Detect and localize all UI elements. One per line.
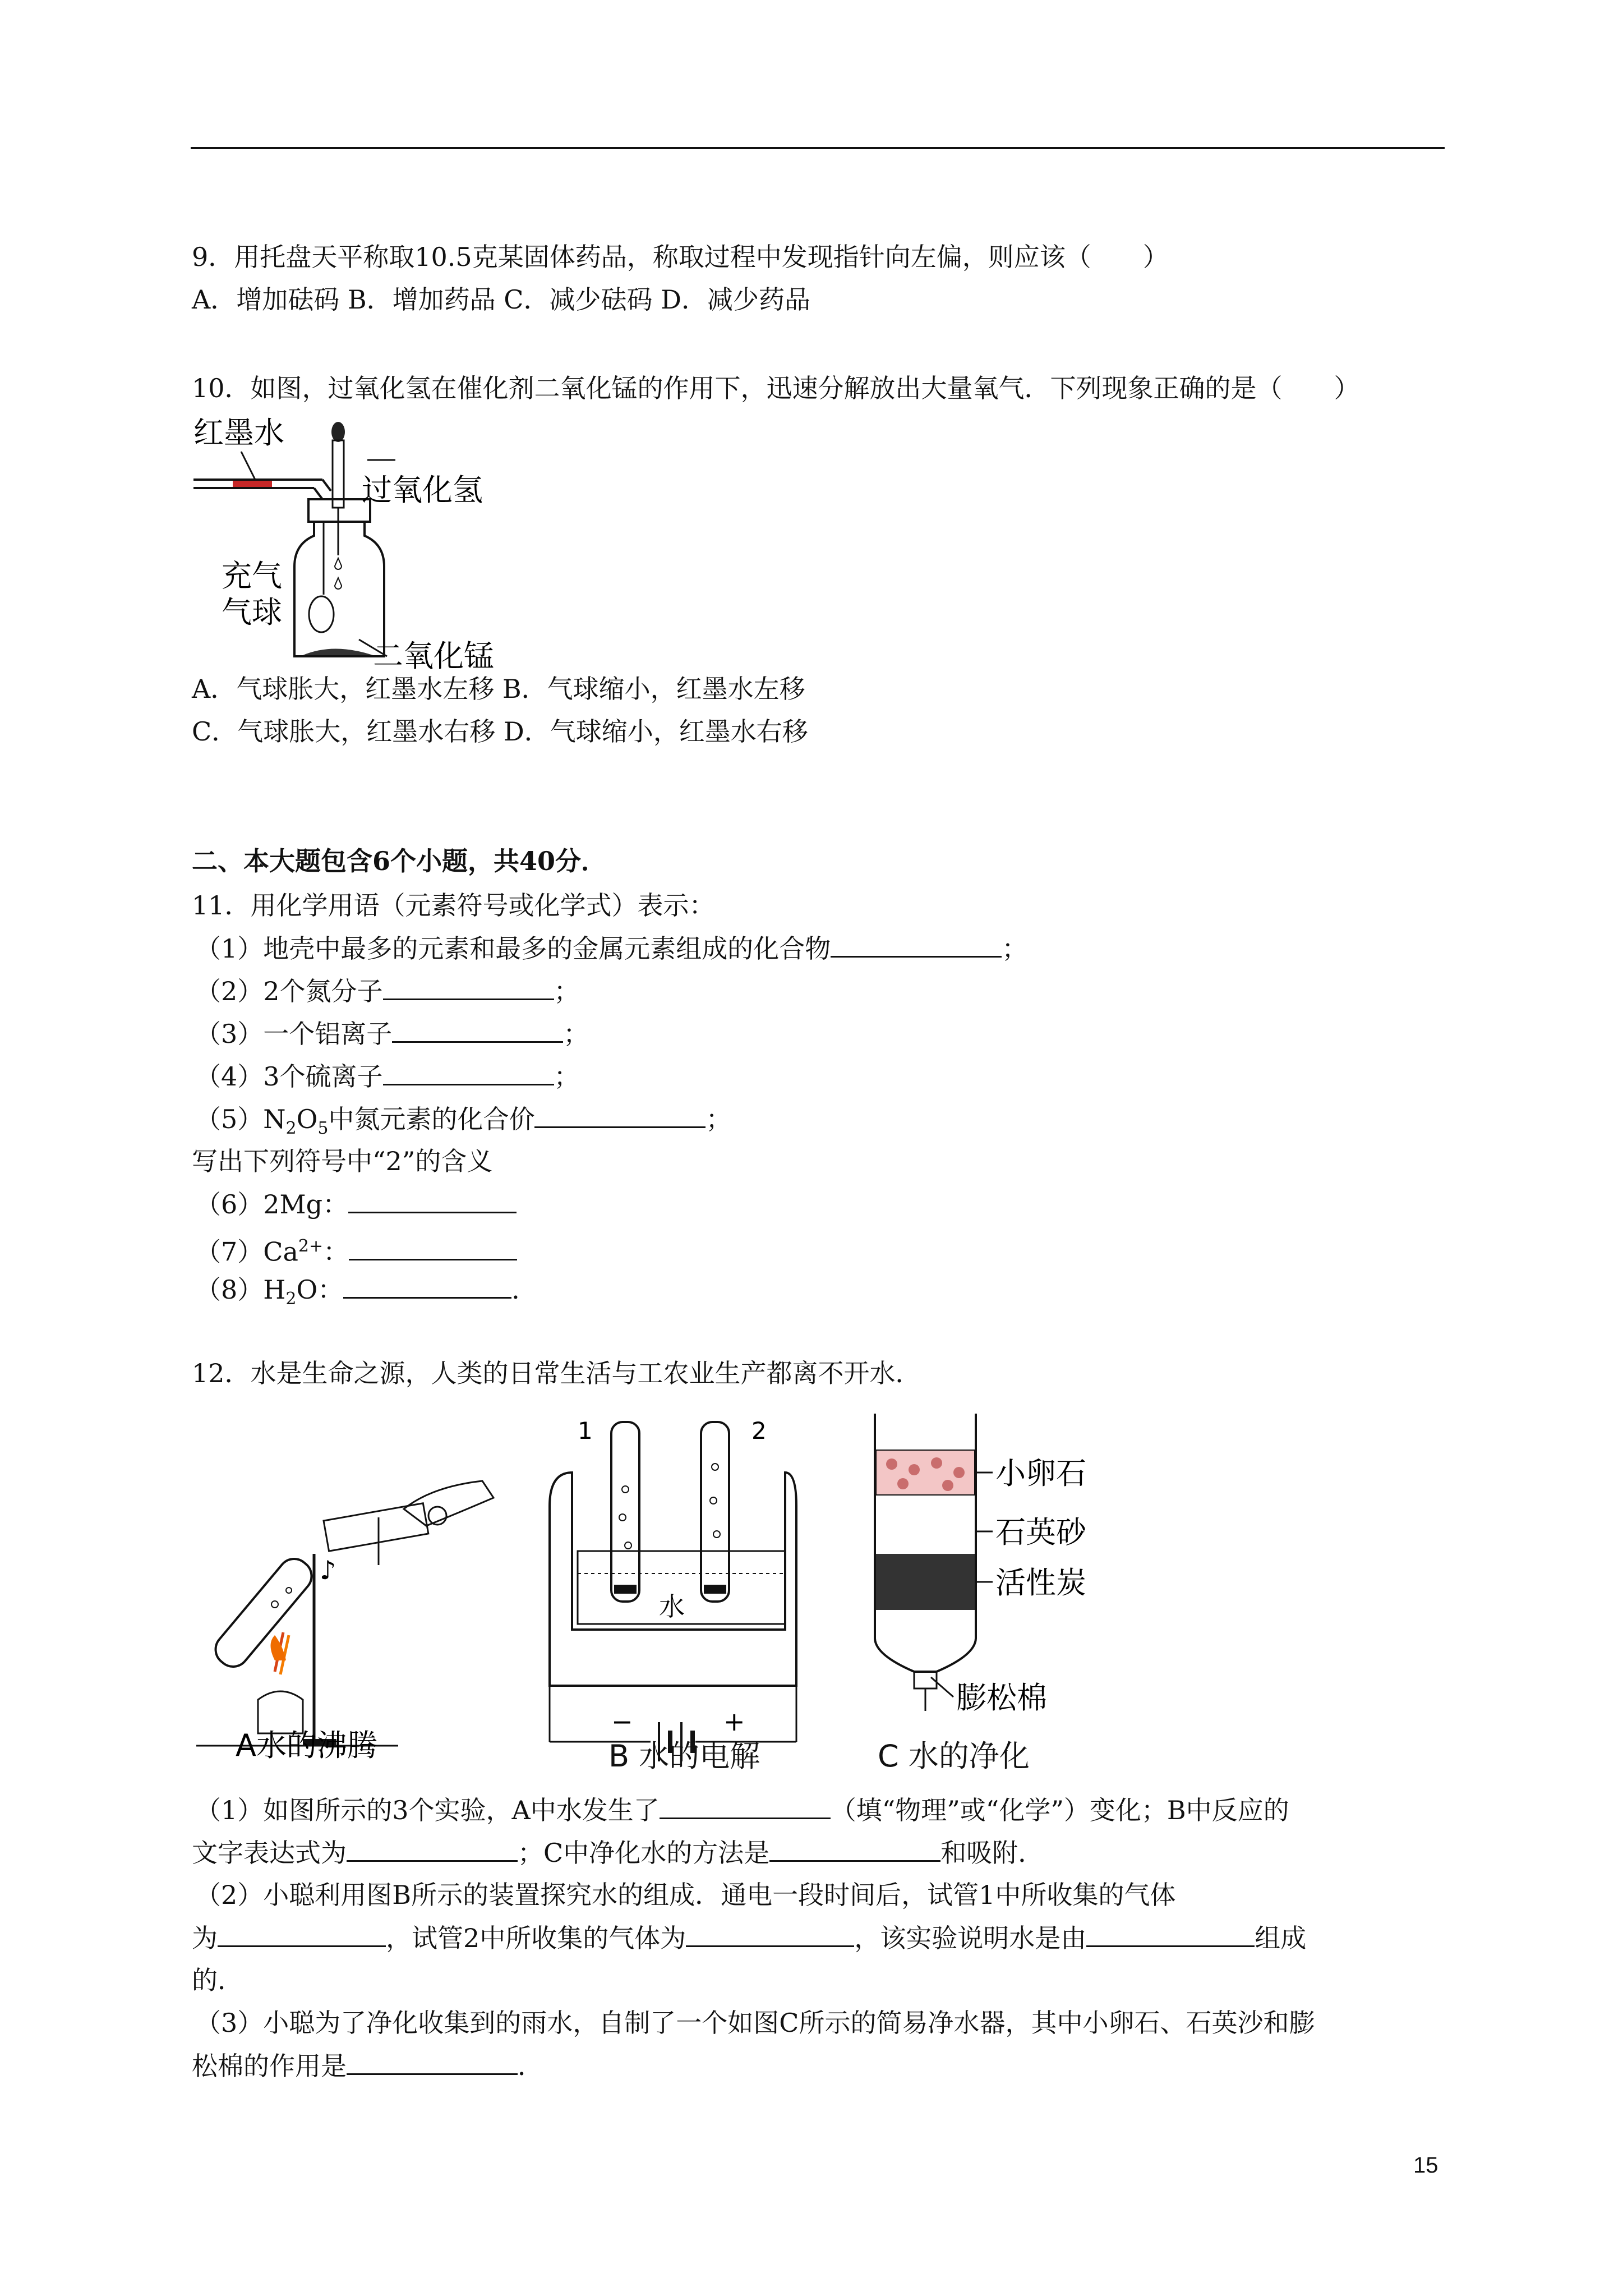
label-cotton: 膨松棉 <box>956 1680 1047 1715</box>
answer-blank[interactable] <box>349 1234 517 1260</box>
answer-blank[interactable] <box>660 1793 831 1819</box>
answer-blank[interactable] <box>1086 1921 1255 1947</box>
label-red-ink: 红墨水 <box>193 415 284 450</box>
q10-stem: 10．如图，过氧化氢在催化剂二氧化锰的作用下，迅速分解放出大量氧气．下列现象正确的是（ ） <box>192 373 1360 403</box>
answer-blank[interactable] <box>343 1272 511 1299</box>
figure-c-purifier <box>869 1414 1122 1717</box>
header-rule <box>191 147 1445 149</box>
answer-blank[interactable] <box>347 1835 518 1862</box>
label-pebbles: 小卵石 <box>995 1456 1086 1491</box>
q9-stem: 9．用托盘天平称取10.5克某固体药品，称取过程中发现指针向左偏，则应该（ ） <box>192 242 1169 272</box>
plus-terminal: + <box>723 1706 745 1737</box>
caption-b: B 水的电解 <box>608 1738 760 1774</box>
q12-part3-line1: （3）小聪为了净化收集到的雨水，自制了一个如图C所示的简易净水器，其中小卵石、石英沙和膨 <box>195 2008 1315 2038</box>
q11-part3: （3）一个铝离子 ； <box>195 1016 589 1051</box>
label-manganese-dioxide: 二氧化锰 <box>373 638 494 670</box>
section-title: 二、本大题包含6个小题，共40分． <box>192 846 607 876</box>
answer-blank[interactable] <box>392 1016 563 1043</box>
answer-blank[interactable] <box>383 974 554 1000</box>
q9-options: A．增加砝码 B．增加药品 C．减少砝码 D．减少药品 <box>192 284 810 315</box>
caption-c: C 水的净化 <box>878 1738 1030 1774</box>
figure-b-electrolysis <box>538 1405 808 1767</box>
q12-stem: 12．水是生命之源，人类的日常生活与工农业生产都离不开水． <box>192 1358 921 1388</box>
q11-part4: （4）3个硫离子 ； <box>195 1059 580 1093</box>
answer-blank[interactable] <box>831 931 1002 958</box>
label-balloon-line1: 充气 <box>222 558 282 593</box>
water-label: 水 <box>659 1591 685 1622</box>
q11-part6: （6）2Mg： <box>195 1187 517 1221</box>
answer-blank[interactable] <box>218 1921 386 1947</box>
tube-2-label: 2 <box>751 1417 767 1444</box>
q12-part2-line1: （2）小聪利用图B所示的装置探究水的组成．通电一段时间后，试管1中所收集的气体 <box>195 1880 1176 1910</box>
label-activated-carbon: 活性炭 <box>995 1565 1086 1600</box>
q12-part3-line2: 松棉的作用是 ． <box>192 2049 543 2083</box>
q12-part2-line3: 的． <box>192 1965 243 1995</box>
answer-blank[interactable] <box>534 1102 706 1128</box>
q11-part2: （2）2个氮分子 ； <box>195 974 580 1008</box>
label-hydrogen-peroxide: 过氧化氢 <box>362 472 483 508</box>
q10-apparatus-figure <box>193 409 508 670</box>
q11-part7: $(7)Ca^{2+}$： <box>195 1230 517 1268</box>
label-balloon-line2: 气球 <box>222 595 282 630</box>
minus-terminal: − <box>611 1706 633 1737</box>
q12-part1-line1: （1）如图所示的3个实验，A中水发生了 （填“物理”或“化学”）变化；B中反应的 <box>195 1793 1289 1827</box>
answer-blank[interactable] <box>348 1187 517 1213</box>
caption-a: A水的沸腾 <box>236 1728 377 1763</box>
svg-text:♪: ♪ <box>320 1555 336 1585</box>
q12-part2-line2: 为 ，试管2中所收集的气体为 ，该实验说明水是由 组成 <box>192 1921 1306 1955</box>
answer-blank[interactable] <box>769 1835 940 1862</box>
q11-sub-stem: 写出下列符号中“2”的含义 <box>192 1146 493 1176</box>
q10-options-1: A．气球胀大，红墨水左移 B．气球缩小，红墨水左移 <box>192 674 805 704</box>
label-quartz-sand: 石英砂 <box>995 1515 1086 1550</box>
answer-blank[interactable] <box>347 2049 518 2075</box>
answer-blank[interactable] <box>686 1921 854 1947</box>
answer-blank[interactable] <box>383 1059 554 1085</box>
page-number: 15 <box>1413 2153 1438 2178</box>
figure-a-boiling <box>191 1419 505 1767</box>
q11-stem: 11．用化学用语（元素符号或化学式）表示： <box>192 890 715 921</box>
q11-part5: $(5)N_2O_5$中氮元素的化合价 ； <box>195 1102 731 1145</box>
q12-part1-line2: 文字表达式为 ；C中净化水的方法是 和吸附． <box>192 1835 1044 1870</box>
q11-part1: （1）地壳中最多的元素和最多的金属元素组成的化合物 ； <box>195 931 1027 965</box>
tube-1-label: 1 <box>578 1417 593 1444</box>
q10-options-2: C．气球胀大，红墨水右移 D．气球缩小，红墨水右移 <box>192 716 808 747</box>
q11-part8: $(8)H_2O$： ． <box>195 1272 537 1316</box>
